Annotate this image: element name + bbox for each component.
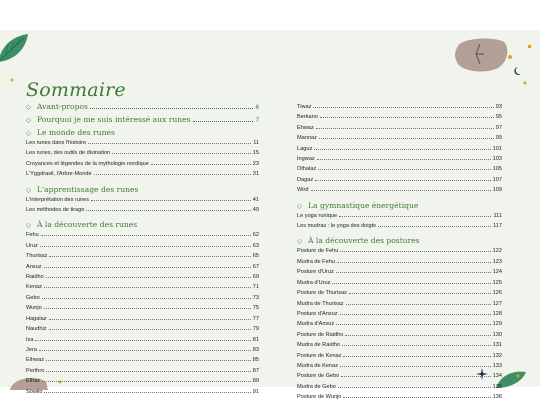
toc-entry-label: Thurisaz — [26, 253, 48, 260]
diamond-icon: ◇ — [26, 116, 31, 124]
toc-entries-apprentissage — [26, 195, 259, 216]
dotted-leader — [343, 356, 490, 357]
toc-entry-page: 136 — [492, 394, 502, 401]
toc-entry-label: Wird — [297, 187, 309, 194]
dotted-leader — [44, 308, 251, 309]
toc-entry[interactable] — [26, 335, 259, 345]
rune-stone-decoration — [452, 36, 512, 74]
dotted-leader — [46, 360, 251, 361]
toc-heading[interactable]: ◇ Pourquoi je me suis intéressé aux runes 7 — [26, 115, 259, 124]
toc-entry[interactable] — [297, 154, 502, 164]
toc-entry[interactable] — [26, 148, 259, 158]
dotted-leader — [316, 128, 494, 129]
dotted-leader — [317, 159, 491, 160]
toc-entry[interactable] — [297, 351, 502, 361]
toc-entry-label: Le yoga runique — [297, 212, 338, 219]
dotted-leader — [346, 304, 491, 305]
toc-entry-label: Berkano — [297, 114, 318, 121]
dotted-leader — [49, 256, 250, 257]
toc-entry-label: Gebo — [26, 294, 40, 301]
dotted-leader — [320, 117, 494, 118]
toc-entry[interactable] — [297, 257, 502, 267]
toc-entry[interactable] — [297, 361, 502, 371]
diamond-icon: ◇ — [26, 103, 31, 111]
dot-icon — [507, 54, 513, 60]
toc-entry-label: Fehu — [26, 232, 39, 239]
dotted-leader — [42, 298, 251, 299]
dotted-leader — [318, 169, 490, 170]
toc-entry-page: 129 — [492, 321, 502, 328]
moon-icon — [512, 66, 522, 76]
toc-entry-page: 101 — [492, 145, 502, 152]
toc-entry-page: 111 — [493, 212, 502, 219]
toc-entry[interactable] — [297, 309, 502, 319]
toc-entry[interactable] — [297, 299, 502, 309]
section-heading: ◇ Le monde des runes — [26, 128, 115, 137]
dotted-leader — [151, 164, 251, 165]
toc-entry-page: 15 — [252, 150, 259, 157]
toc-entry-page: 67 — [252, 263, 259, 270]
toc-entry-label: Ansuz — [26, 263, 42, 270]
dotted-leader — [44, 392, 250, 393]
section-heading: ◇ L'apprentissage des runes — [26, 184, 139, 194]
toc-entry-label: Othalaz — [297, 166, 317, 173]
toc-entry[interactable] — [297, 185, 502, 195]
toc-entry-label: Isa — [26, 336, 34, 343]
toc-entry-label: Kenaz — [26, 284, 42, 291]
dotted-leader — [340, 251, 490, 252]
toc-entry-label: Posture de Fehu — [297, 248, 339, 255]
toc-entry-label: Mudra de Raidho — [297, 342, 340, 349]
toc-entry-page: 31 — [252, 171, 259, 178]
toc-entry-page: 87 — [252, 367, 259, 374]
dotted-leader — [94, 174, 251, 175]
section-heading: ◇ À la découverte des postures — [297, 236, 420, 246]
dotted-leader — [42, 381, 251, 382]
toc-entry-label: Posture de Raidho — [297, 331, 344, 338]
dotted-leader — [91, 200, 251, 201]
toc-entry[interactable] — [297, 102, 502, 112]
toc-entry-page: 49 — [252, 207, 259, 214]
toc-entry[interactable] — [26, 169, 259, 179]
toc-entry[interactable] — [26, 293, 259, 303]
dotted-leader — [88, 143, 251, 144]
toc-entry-label: Posture de Kenaz — [297, 352, 342, 359]
toc-entry-page: 85 — [252, 357, 259, 364]
toc-entry-page: 128 — [492, 310, 502, 317]
toc-entry-label: Mudra de Fehu — [297, 258, 335, 265]
toc-entry-page: 99 — [495, 135, 502, 142]
dotted-leader — [336, 324, 491, 325]
toc-entry-label: Dagaz — [297, 176, 314, 183]
dot-icon — [523, 81, 527, 85]
toc-entry[interactable] — [297, 330, 502, 340]
toc-entry-label: Tiwaz — [297, 104, 312, 110]
toc-entry[interactable] — [26, 314, 259, 324]
toc-entry-label: Les runes, des outils de divination — [26, 150, 111, 157]
toc-entry-page: 122 — [492, 248, 502, 255]
toc-entry-page: 11 — [253, 140, 259, 146]
dotted-leader — [311, 190, 491, 191]
dotted-leader — [339, 216, 491, 217]
dot-icon — [10, 78, 14, 82]
toc-entry[interactable] — [26, 282, 259, 292]
toc-entry-page: 126 — [492, 290, 502, 297]
toc-entry-label: Wunjo — [26, 305, 42, 312]
dotted-leader — [338, 387, 491, 388]
toc-entry[interactable] — [297, 246, 502, 256]
toc-entry[interactable] — [26, 366, 259, 376]
toc-entry[interactable] — [26, 345, 259, 355]
toc-entry[interactable] — [26, 387, 259, 397]
page-title: Sommaire — [26, 79, 126, 101]
toc-entry-page: 134 — [492, 373, 502, 380]
diamond-icon: ◇ — [26, 129, 31, 137]
toc-entry-page: 81 — [252, 336, 259, 343]
dotted-leader — [44, 287, 251, 288]
toc-entry-page: 95 — [495, 114, 502, 121]
dotted-leader — [343, 397, 490, 398]
dotted-leader — [336, 272, 491, 273]
toc-entry[interactable] — [297, 319, 502, 329]
toc-entry-label: Ehwaz — [297, 124, 314, 131]
toc-entry-label: Posture de Gebo — [297, 373, 340, 380]
toc-entry-page: 103 — [492, 156, 502, 163]
toc-entry[interactable] — [297, 278, 502, 288]
toc-entry[interactable] — [297, 340, 502, 350]
toc-entry-label: Posture de Thurisaz — [297, 290, 347, 297]
toc-entry-page: 23 — [252, 160, 259, 167]
toc-entry-label: Jera — [26, 346, 37, 353]
toc-entry-label: Naudhiz — [26, 326, 47, 333]
toc-entry[interactable] — [297, 267, 502, 277]
toc-entry-page: 93 — [495, 104, 502, 110]
toc-entry[interactable] — [297, 371, 502, 381]
toc-entry[interactable] — [26, 355, 259, 365]
toc-entry[interactable] — [297, 392, 502, 402]
toc-entry-page: 71 — [252, 284, 259, 291]
toc-entry[interactable] — [297, 112, 502, 122]
toc-right-column — [297, 102, 502, 403]
toc-entry-page: 62 — [252, 232, 259, 239]
toc-entry[interactable] — [297, 144, 502, 154]
toc-entry-page: 133 — [492, 362, 502, 369]
dotted-leader — [337, 262, 491, 263]
toc-entry-page: 124 — [492, 269, 502, 276]
toc-entry[interactable] — [26, 303, 259, 313]
toc-entry-page: 91 — [252, 388, 259, 395]
toc-entry-page: 69 — [252, 274, 259, 281]
toc-entry[interactable] — [297, 288, 502, 298]
leaf-decoration — [0, 32, 32, 68]
dotted-leader — [49, 319, 251, 320]
toc-entry-page: 63 — [252, 242, 259, 249]
toc-entry-label: Mudra de Kenaz — [297, 362, 339, 369]
dotted-leader — [112, 153, 250, 154]
toc-entry-label: Elhaz — [26, 378, 40, 385]
toc-entry-page: 107 — [492, 176, 502, 183]
toc-entry[interactable] — [26, 251, 259, 261]
toc-entry-page: 109 — [492, 187, 502, 194]
dotted-leader — [35, 340, 250, 341]
dotted-leader — [345, 335, 490, 336]
toc-entry[interactable] — [297, 221, 502, 231]
toc-entry-label: Uruz — [26, 242, 38, 249]
dotted-leader — [340, 366, 491, 367]
dotted-leader — [342, 345, 491, 346]
dotted-leader — [315, 180, 490, 181]
toc-entry-page: 89 — [252, 378, 259, 385]
diamond-icon: ◇ — [26, 185, 31, 194]
toc-entry-page: 75 — [252, 305, 259, 312]
toc-entries-runes-continued — [297, 102, 502, 196]
toc-entry-page: 132 — [492, 352, 502, 359]
dot-icon — [516, 374, 520, 378]
toc-entry[interactable] — [297, 382, 502, 392]
toc-entry-label: Ingwaz — [297, 156, 315, 163]
toc-entry[interactable] — [26, 205, 259, 215]
toc-entry[interactable] — [26, 324, 259, 334]
toc-entry[interactable] — [297, 123, 502, 133]
dotted-leader — [40, 246, 251, 247]
toc-entry-label: Les mudras : le yoga des doigts — [297, 223, 376, 230]
toc-entry[interactable] — [26, 159, 259, 169]
toc-entry-page: 135 — [492, 383, 502, 390]
toc-entry[interactable] — [26, 138, 259, 148]
toc-entry-label: Mudra d'Ansuz — [297, 321, 335, 328]
toc-heading[interactable]: ◇ Avant-propos 6 — [26, 102, 259, 111]
toc-entry[interactable] — [297, 175, 502, 185]
toc-entry-label: Les runes dans l'histoire — [26, 140, 87, 146]
toc-entry-page: 125 — [492, 279, 502, 286]
toc-entry[interactable] — [26, 262, 259, 272]
toc-entry-label: Perthro — [26, 367, 45, 374]
toc-entry[interactable] — [26, 272, 259, 282]
dotted-leader — [86, 210, 250, 211]
toc-entry-label: Mannaz — [297, 135, 317, 142]
toc-entry-label: Posture d'Uruz — [297, 269, 334, 276]
dotted-leader — [319, 138, 494, 139]
toc-entry-page: 79 — [252, 326, 259, 333]
toc-entry-label: Mudra de Thurisaz — [297, 300, 344, 307]
dotted-leader — [378, 226, 491, 227]
toc-entry-page: 97 — [495, 124, 502, 131]
toc-entries-monde — [26, 138, 259, 180]
dotted-leader — [313, 107, 493, 108]
toc-entry-label: L'Yggdrasil, l'Arbre-Monde — [26, 171, 92, 178]
toc-entry[interactable] — [26, 195, 259, 205]
dotted-leader — [340, 314, 491, 315]
dotted-leader — [44, 267, 251, 268]
toc-entry-label: L'interprétation des runes — [26, 196, 89, 203]
dotted-leader — [332, 283, 490, 284]
toc-entry-label: Laguz — [297, 145, 313, 152]
toc-entry-label: Les méthodes de tirage — [26, 207, 85, 214]
toc-left-column — [26, 102, 259, 397]
toc-entry-page: 65 — [252, 253, 259, 260]
toc-entry-label: Hagalaz — [26, 315, 47, 322]
dotted-leader — [49, 329, 251, 330]
toc-entry-page: 83 — [252, 346, 259, 353]
toc-entries-runes — [26, 230, 259, 397]
dotted-leader — [41, 235, 251, 236]
dotted-leader — [46, 277, 251, 278]
toc-entry-page: 73 — [252, 294, 259, 301]
toc-entry-label: Raidho — [26, 274, 44, 281]
toc-entry-page: 130 — [492, 331, 502, 338]
toc-entries-gymnastique — [297, 211, 502, 232]
toc-entry[interactable] — [26, 241, 259, 251]
dot-icon — [527, 44, 532, 49]
toc-entry-label: Croyances et légendes de la mythologie nordique — [26, 160, 149, 167]
toc-entry-page: 105 — [492, 166, 502, 173]
toc-entry[interactable] — [297, 133, 502, 143]
toc-entry-page: 77 — [252, 315, 259, 322]
toc-entry[interactable] — [26, 230, 259, 240]
toc-entries-postures — [297, 246, 502, 402]
toc-entry-page: 131 — [492, 342, 502, 349]
diamond-icon: ◇ — [297, 237, 302, 246]
toc-entry-label: Mudra de Gebo — [297, 383, 336, 390]
toc-entry-label: Posture de Wunjo — [297, 394, 342, 401]
toc-entry-label: Mudra d'Uruz — [297, 279, 331, 286]
section-heading: ◇ À la découverte des runes — [26, 220, 138, 230]
dotted-leader — [349, 293, 491, 294]
toc-entry-page: 123 — [492, 258, 502, 265]
toc-entry[interactable] — [26, 376, 259, 386]
dotted-leader — [39, 350, 251, 351]
dotted-leader — [46, 371, 250, 372]
toc-entry-label: Eihwaz — [26, 357, 45, 364]
dotted-leader — [341, 376, 490, 377]
toc-entry[interactable] — [297, 164, 502, 174]
section-heading: ◇ La gymnastique énergétique — [297, 200, 419, 210]
toc-entry-page: 127 — [492, 300, 502, 307]
toc-entry-page: 41 — [252, 196, 259, 203]
toc-entry-label: Sowilo — [26, 388, 43, 395]
toc-entry-label: Posture d'Ansuz — [297, 310, 338, 317]
dotted-leader — [314, 149, 490, 150]
diamond-icon: ◇ — [26, 221, 31, 230]
diamond-icon: ◇ — [297, 201, 302, 210]
toc-entry[interactable] — [297, 211, 502, 221]
toc-entry-page: 117 — [493, 223, 502, 230]
book-spread — [0, 30, 540, 401]
